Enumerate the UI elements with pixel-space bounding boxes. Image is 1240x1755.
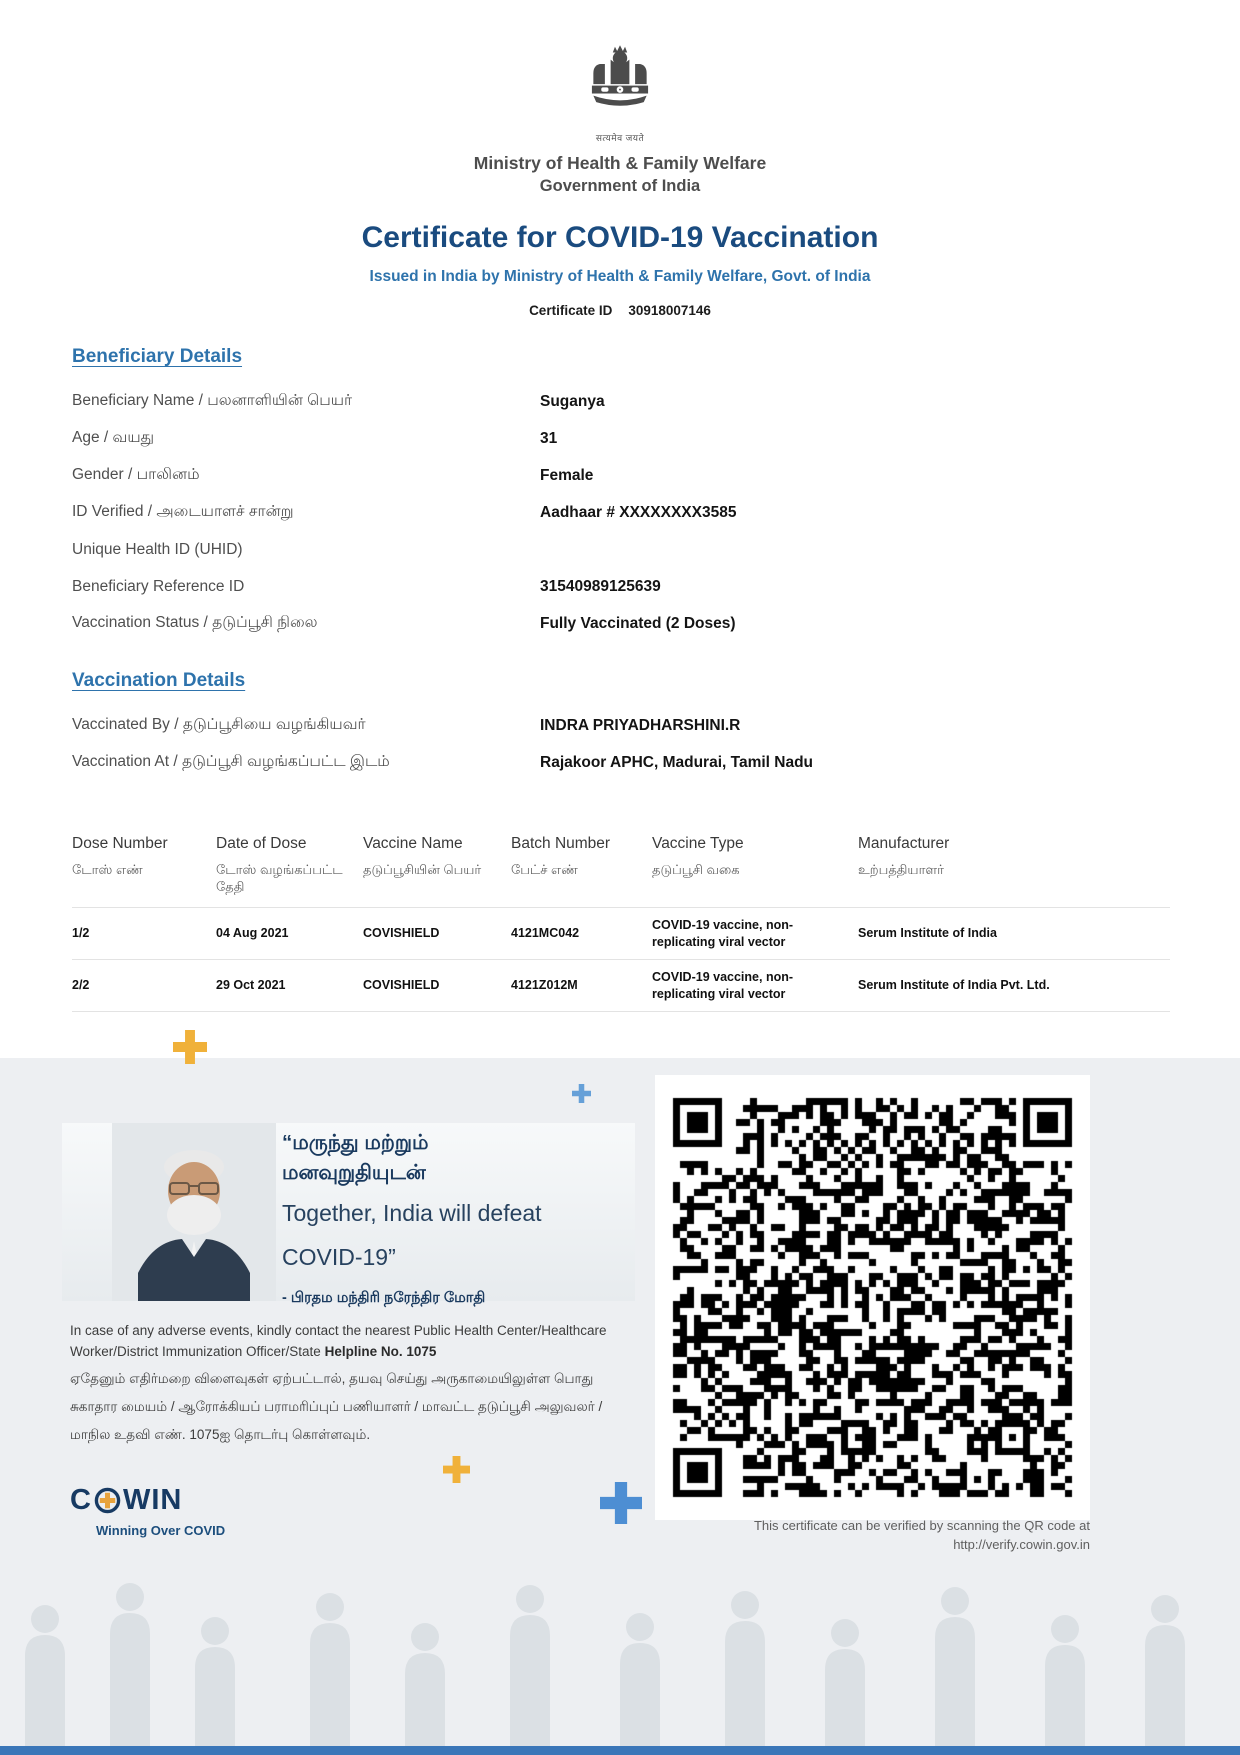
field-label: Age / வயது — [72, 429, 155, 446]
col-vaccine-type — [652, 835, 858, 878]
field-label: Vaccination Status / தடுப்பூசி நிலை — [72, 614, 318, 631]
col-dose-number — [72, 835, 216, 878]
field-label: ID Verified / அடையாளச் சான்று — [72, 503, 294, 520]
field-value: Aadhaar # XXXXXXXX3585 — [540, 503, 737, 521]
vaccination-details-list — [0, 707, 1240, 781]
cell-vaccine-name: COVISHIELD — [363, 978, 440, 992]
pm-modi-photo — [112, 1123, 276, 1301]
pm-quote — [282, 1128, 642, 1308]
id-verified-row — [0, 494, 1240, 531]
table-row — [72, 908, 1170, 960]
plus-icon — [443, 1456, 470, 1483]
col-header-ta: டோஸ் வழங்கப்பட்ட தேதி — [216, 862, 343, 894]
col-header-en: Manufacturer — [858, 835, 950, 852]
india-national-emblem-icon — [584, 34, 656, 130]
col-header-en: Dose Number — [72, 835, 168, 852]
bottom-blue-bar — [0, 1746, 1240, 1755]
field-value: 31 — [540, 429, 558, 447]
verify-text: This certificate can be verified by scanning the QR code at — [753, 1518, 1090, 1533]
verify-instruction — [754, 1516, 1090, 1554]
cowin-letter-c: C — [70, 1484, 92, 1516]
adverse-events-notice-en — [70, 1320, 655, 1362]
vaccination-at-row — [0, 744, 1240, 781]
col-header-ta: பேட்ச் எண் — [511, 862, 578, 877]
col-header-en: Date of Dose — [216, 835, 307, 852]
certificate-id-value: 30918007146 — [628, 303, 711, 318]
cell-vaccine-name: COVISHIELD — [363, 926, 440, 940]
cell-vaccine-type: COVID-19 vaccine, non-replicating viral vector — [652, 969, 794, 1001]
certificate-footer — [0, 1058, 1240, 1755]
page-subtitle: Issued in India by Ministry of Health & Family Welfare, Govt. of India — [369, 268, 871, 285]
cowin-tagline: Winning Over COVID — [96, 1523, 226, 1538]
ministry-name: Ministry of Health & Family Welfare — [473, 153, 767, 173]
quote-english-line1: Together, India will defeat — [282, 1200, 542, 1226]
field-label: Vaccinated By / தடுப்பூசியை வழங்கியவர் — [72, 716, 366, 733]
qr-code-canvas — [659, 1084, 1086, 1511]
plus-icon — [600, 1482, 642, 1524]
field-value: INDRA PRIYADHARSHINI.R — [540, 716, 741, 734]
col-header-en: Vaccine Name — [363, 835, 463, 852]
notice-text: In case of any adverse events, kindly contact the nearest Public Health Center/Healthcare Worker/District Immunization Officer/State — [70, 1323, 607, 1359]
vaccinated-by-row — [0, 707, 1240, 744]
plus-icon — [572, 1084, 591, 1103]
beneficiary-details-heading: Beneficiary Details — [72, 346, 243, 367]
qr-code — [655, 1075, 1090, 1520]
dose-table — [72, 829, 1170, 1012]
helpline-number: Helpline No. 1075 — [324, 1344, 437, 1359]
quote-tamil-line2: மனவுறுதியுடன் — [282, 1161, 426, 1184]
field-value: Rajakoor APHC, Madurai, Tamil Nadu — [540, 753, 814, 771]
field-value: Suganya — [540, 392, 605, 410]
cell-manufacturer: Serum Institute of India Pvt. Ltd. — [858, 978, 1050, 992]
cell-manufacturer: Serum Institute of India — [858, 926, 997, 940]
col-date-of-dose — [216, 835, 363, 895]
col-header-ta: தடுப்பூசி வகை — [652, 862, 740, 877]
col-header-en: Vaccine Type — [652, 835, 744, 852]
page-title: Certificate for COVID-19 Vaccination — [361, 221, 879, 254]
quote-english-line2: COVID-19” — [282, 1244, 396, 1270]
cowin-letters-win: WIN — [122, 1484, 183, 1516]
field-value: Fully Vaccinated (2 Doses) — [540, 614, 736, 632]
beneficiary-details-list — [0, 383, 1240, 642]
field-label: Beneficiary Name / பலனாளியின் பெயர் — [72, 392, 353, 409]
verify-url-link[interactable]: http://verify.cowin.gov.in — [953, 1537, 1090, 1552]
col-header-en: Batch Number — [511, 835, 611, 852]
beneficiary-reference-id-row — [0, 568, 1240, 605]
cowin-logo — [70, 1484, 225, 1538]
col-header-ta: உற்பத்தியாளர் — [858, 862, 944, 877]
field-value: 31540989125639 — [540, 577, 661, 595]
vaccination-details-heading: Vaccination Details — [72, 670, 246, 691]
cowin-o-plus-icon — [94, 1487, 121, 1514]
adverse-events-notice-ta: ஏதேனும் எதிர்மறை விளைவுகள் ஏற்பட்டால், தயவு செய்து அருகாமையிலுள்ள பொது சுகாதார மையம் / ஆரோக்கியப் பராமரிப்புப் பணியாளர் / மாவட்ட தடுப்பூசி அலுவலர் / மாநில உதவி எண். 1075ஐ தொடர்பு கொள்ளவும். — [70, 1371, 603, 1442]
emblem-motto: सत्यमेव जयते — [595, 133, 645, 143]
quote-attribution: - பிரதம மந்திரி நரேந்திர மோதி — [282, 1290, 486, 1306]
col-header-ta: தடுப்பூசியின் பெயர் — [363, 862, 482, 877]
certificate-id-row — [0, 303, 1240, 318]
cell-vaccine-type: COVID-19 vaccine, non-replicating viral vector — [652, 917, 794, 949]
col-batch-number — [511, 835, 652, 878]
col-header-ta: டோஸ் எண் — [72, 862, 143, 877]
field-value: Female — [540, 466, 594, 484]
quote-tamil-line1: “மருந்து மற்றும் — [282, 1131, 429, 1154]
cell-dose-number: 2/2 — [72, 978, 90, 992]
cell-batch-number: 4121Z012M — [511, 978, 578, 992]
crowd-silhouette-decoration — [0, 1571, 1240, 1746]
cell-dose-number: 1/2 — [72, 926, 90, 940]
cell-date-of-dose: 29 Oct 2021 — [216, 978, 286, 992]
certificate-header — [0, 0, 1240, 318]
age-row — [0, 420, 1240, 457]
uhid-row — [0, 531, 1240, 568]
cell-batch-number: 4121MC042 — [511, 926, 580, 940]
table-row — [72, 960, 1170, 1012]
field-label: Unique Health ID (UHID) — [72, 540, 243, 558]
vaccination-status-row — [0, 605, 1240, 642]
field-label: Vaccination At / தடுப்பூசி வழங்கப்பட்ட இடம் — [72, 753, 390, 770]
certificate-id-label: Certificate ID — [529, 303, 613, 318]
field-label: Beneficiary Reference ID — [72, 577, 245, 595]
field-label: Gender / பாலினம் — [72, 466, 200, 483]
government-name: Government of India — [539, 177, 701, 195]
col-vaccine-name — [363, 835, 511, 878]
beneficiary-name-row — [0, 383, 1240, 420]
plus-icon — [173, 1030, 207, 1064]
cell-date-of-dose: 04 Aug 2021 — [216, 926, 289, 940]
gender-row — [0, 457, 1240, 494]
col-manufacturer — [858, 835, 1170, 878]
dose-table-header — [72, 829, 1170, 908]
